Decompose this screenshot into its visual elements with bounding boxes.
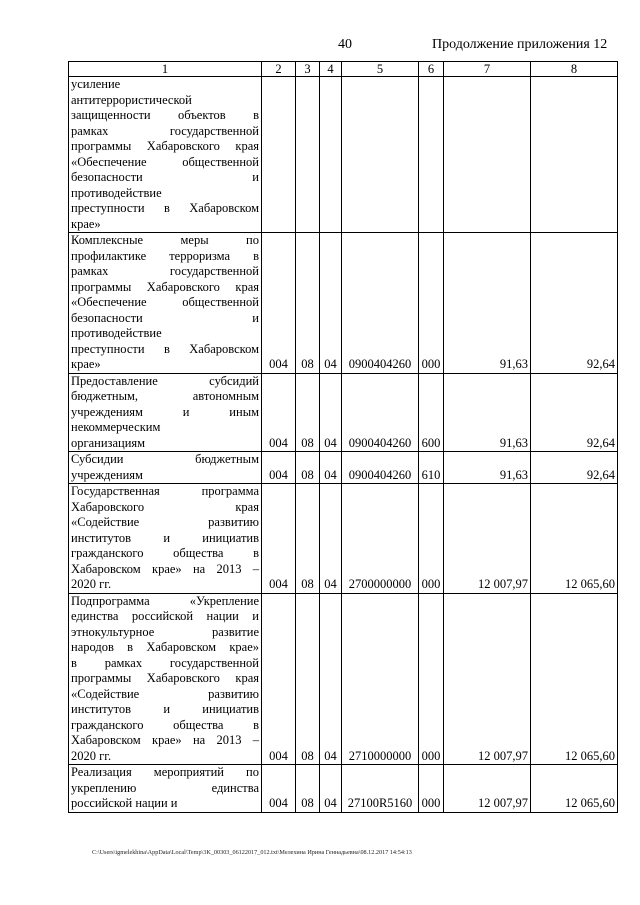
- cell-c2: 004: [262, 452, 296, 484]
- cell-c2: 004: [262, 593, 296, 765]
- page-number: 40: [338, 37, 352, 52]
- cell-c4: 04: [320, 593, 342, 765]
- header-row: [69, 62, 618, 77]
- continuation-label: Продолжение приложения 12: [432, 37, 608, 52]
- row-name-line: Хабаровском крае» на 2013 –: [71, 561, 259, 576]
- cell-c3: 08: [296, 373, 320, 452]
- cell-c7: 91,63: [444, 373, 531, 452]
- file-path-footer: C:\Users\igmelekhina\AppData\Local\Temp\3K_00303_06122017_012.txt\Мелехина Ирина Геннадьевна\08.12.2017 14:54:13: [92, 849, 412, 856]
- cell-c7: 91,63: [444, 452, 531, 484]
- cell-c5: 0900404260: [342, 452, 419, 484]
- cell-c8: 12 065,60: [531, 765, 618, 813]
- row-name-cell: [69, 373, 262, 452]
- cell-c7: 91,63: [444, 233, 531, 374]
- row-name-line: гражданского общества в: [71, 546, 259, 560]
- cell-c5: 27100R5160: [342, 765, 419, 813]
- cell-c8: 92,64: [531, 373, 618, 452]
- cell-c6: 610: [419, 452, 444, 484]
- row-name-cell: [69, 484, 262, 594]
- cell-c6: 000: [419, 233, 444, 374]
- cell-c2: 004: [262, 233, 296, 374]
- cell-c6: 000: [419, 765, 444, 813]
- cell-c2: 004: [262, 765, 296, 813]
- row-name-line: «Обеспечение общественной: [71, 154, 259, 169]
- cell-c7: 12 007,97: [444, 765, 531, 813]
- cell-c3: [296, 77, 320, 233]
- row-name-line: преступности в Хабаровском: [71, 341, 259, 356]
- row-name-line: противодействие: [71, 185, 162, 200]
- row-name-line: Реализация мероприятий по: [71, 765, 259, 779]
- col-header-6: 6: [419, 62, 444, 77]
- row-name-line: в рамках государственной: [71, 655, 259, 670]
- table-row: [69, 765, 618, 813]
- row-name-cell: [69, 77, 262, 233]
- row-name-line: Подпрограмма «Укрепление: [71, 593, 259, 608]
- cell-c5: 0900404260: [342, 233, 419, 374]
- row-name-line: Хабаровском крае» на 2013 –: [71, 733, 259, 747]
- table-row: [69, 484, 618, 594]
- row-name-line: единства российской нации и: [71, 609, 259, 623]
- cell-c8: [531, 77, 618, 233]
- row-name-line: организациям: [71, 435, 146, 450]
- table-row: [69, 452, 618, 484]
- row-name-line: бюджетным, автономным: [71, 389, 259, 403]
- cell-c7: [444, 77, 531, 233]
- row-name-line: рамках государственной: [71, 264, 259, 278]
- cell-c4: 04: [320, 765, 342, 813]
- cell-c3: 08: [296, 233, 320, 374]
- cell-c5: 0900404260: [342, 373, 419, 452]
- col-header-7: 7: [444, 62, 531, 77]
- row-name-line: институтов и инициатив: [71, 702, 259, 716]
- col-header-5: 5: [342, 62, 419, 77]
- row-name-line: Субсидии бюджетным: [71, 452, 259, 466]
- cell-c4: 04: [320, 484, 342, 594]
- cell-c4: 04: [320, 452, 342, 484]
- row-name-line: «Обеспечение общественной: [71, 295, 259, 309]
- row-name-line: институтов и инициатив: [71, 530, 259, 545]
- row-name-line: Предоставление субсидий: [71, 373, 259, 388]
- row-name-line: программы Хабаровского края: [71, 279, 259, 294]
- cell-c8: 92,64: [531, 233, 618, 374]
- cell-c6: 000: [419, 593, 444, 765]
- row-name-line: учреждениям: [71, 467, 143, 482]
- row-name-line: рамках государственной: [71, 123, 259, 138]
- row-name-line: этнокультурное развитие: [71, 624, 259, 639]
- budget-table: [68, 61, 618, 813]
- row-name-line: Государственная программа: [71, 484, 259, 498]
- row-name-line: «Содействие развитию: [71, 686, 259, 701]
- row-name-line: профилактике терроризма в: [71, 248, 259, 263]
- table-row: [69, 77, 618, 233]
- cell-c6: 600: [419, 373, 444, 452]
- cell-c5: 2700000000: [342, 484, 419, 594]
- table-row: [69, 593, 618, 765]
- cell-c2: 004: [262, 373, 296, 452]
- col-header-3: 3: [296, 62, 320, 77]
- cell-c7: 12 007,97: [444, 593, 531, 765]
- row-name-line: российской нации и: [71, 796, 178, 810]
- row-name-line: народов в Хабаровском крае»: [71, 640, 259, 654]
- row-name-line: укреплению единства: [71, 780, 259, 795]
- row-name-cell: [69, 765, 262, 813]
- row-name-line: безопасности и: [71, 310, 259, 325]
- row-name-line: Комплексные меры по: [71, 233, 259, 247]
- row-name-line: 2020 гг.: [71, 577, 112, 591]
- cell-c2: [262, 77, 296, 233]
- cell-c6: 000: [419, 484, 444, 594]
- cell-c7: 12 007,97: [444, 484, 531, 594]
- row-name-line: учреждениям и иным: [71, 404, 259, 419]
- row-name-line: программы Хабаровского края: [71, 671, 259, 685]
- row-name-line: противодействие: [71, 326, 162, 340]
- cell-c5: 2710000000: [342, 593, 419, 765]
- cell-c3: 08: [296, 484, 320, 594]
- cell-c2: 004: [262, 484, 296, 594]
- row-name-line: безопасности и: [71, 170, 259, 184]
- cell-c4: [320, 77, 342, 233]
- cell-c4: 04: [320, 373, 342, 452]
- col-header-4: 4: [320, 62, 342, 77]
- row-name-line: крае»: [71, 357, 101, 371]
- row-name-line: 2020 гг.: [71, 748, 112, 763]
- col-header-2: 2: [262, 62, 296, 77]
- cell-c3: 08: [296, 593, 320, 765]
- row-name-line: гражданского общества в: [71, 717, 259, 732]
- row-name-line: усиление: [71, 77, 121, 91]
- row-name-line: некоммерческим: [71, 420, 161, 434]
- row-name-line: крае»: [71, 216, 101, 231]
- cell-c8: 12 065,60: [531, 593, 618, 765]
- row-name-line: защищенности объектов в: [71, 108, 259, 122]
- cell-c3: 08: [296, 765, 320, 813]
- row-name-cell: [69, 233, 262, 374]
- cell-c3: 08: [296, 452, 320, 484]
- row-name-line: преступности в Хабаровском: [71, 201, 259, 215]
- cell-c5: [342, 77, 419, 233]
- row-name-line: «Содействие развитию: [71, 515, 259, 529]
- row-name-cell: [69, 452, 262, 484]
- col-header-8: 8: [531, 62, 618, 77]
- row-name-cell: [69, 593, 262, 765]
- col-header-1: 1: [69, 62, 262, 77]
- row-name-line: программы Хабаровского края: [71, 139, 259, 153]
- cell-c4: 04: [320, 233, 342, 374]
- table-row: [69, 373, 618, 452]
- cell-c8: 12 065,60: [531, 484, 618, 594]
- cell-c6: [419, 77, 444, 233]
- cell-c8: 92,64: [531, 452, 618, 484]
- row-name-line: Хабаровского края: [71, 499, 259, 514]
- row-name-line: антитеррористической: [71, 92, 192, 107]
- table-row: [69, 233, 618, 374]
